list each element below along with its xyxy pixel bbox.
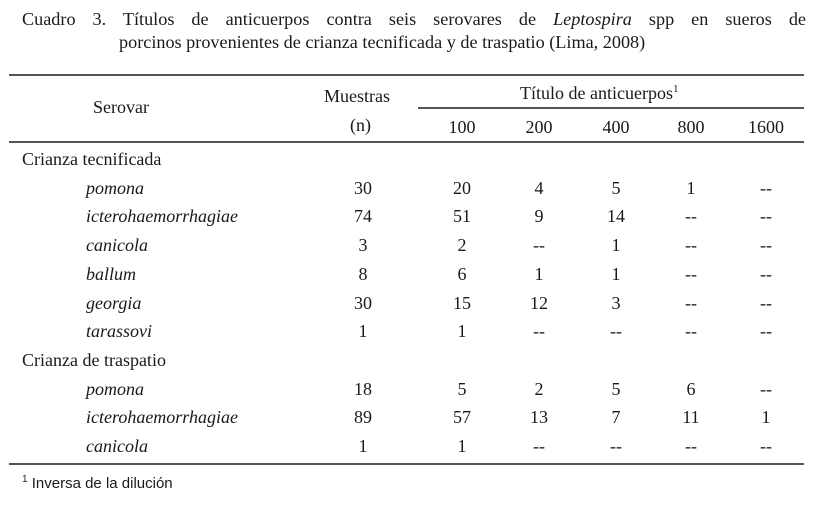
header-title-1: 200 bbox=[525, 117, 553, 137]
header-title-2: 400 bbox=[602, 117, 630, 137]
serovar-name: canicola bbox=[86, 436, 148, 456]
serovar-name: icterohaemorrhagiae bbox=[86, 206, 238, 227]
footnote: $^1$ Inversa de la dilución bbox=[22, 474, 173, 492]
titer-cell: 7 bbox=[611, 407, 621, 428]
serovar-name: tarassovi bbox=[86, 321, 153, 342]
titer-cell: 9 bbox=[534, 206, 544, 227]
titer-cell: -- bbox=[760, 292, 772, 313]
titer-cell: 1 bbox=[686, 177, 696, 198]
titer-cell: 57 bbox=[453, 407, 471, 428]
sample-count: 30 bbox=[354, 292, 372, 313]
titer-cell: 2 bbox=[457, 235, 467, 256]
titer-cell: -- bbox=[533, 321, 545, 342]
titer-cell: 1 bbox=[611, 263, 621, 284]
titer-cell: 1 bbox=[761, 407, 771, 428]
titer-cell: -- bbox=[760, 177, 772, 198]
header-serovar: Serovar bbox=[93, 97, 149, 117]
titer-cell: -- bbox=[610, 321, 622, 342]
caption-line-1: Cuadro 3. Títulos de anticuerpos contra seis serovares de Leptospira spp en sueros de bbox=[22, 9, 807, 29]
titer-cell: -- bbox=[760, 378, 772, 399]
titer-cell: -- bbox=[533, 235, 545, 256]
genus-name: Leptospira bbox=[553, 9, 632, 29]
titer-cell: -- bbox=[760, 436, 772, 456]
titer-cell: 4 bbox=[534, 177, 544, 198]
titer-cell: -- bbox=[685, 436, 697, 456]
titer-cell: 1 bbox=[457, 436, 467, 456]
titer-cell: 14 bbox=[607, 206, 625, 227]
titer-cell: 5 bbox=[457, 378, 467, 399]
header-muestras: Muestras bbox=[324, 86, 390, 106]
serovar-name: pomona bbox=[86, 378, 144, 399]
header-title-3: 800 bbox=[677, 117, 705, 137]
titer-cell: 1 bbox=[534, 263, 544, 284]
serovar-name: icterohaemorrhagiae bbox=[86, 407, 238, 428]
titer-cell: -- bbox=[685, 206, 697, 227]
titer-cell: -- bbox=[760, 321, 772, 342]
titer-cell: 6 bbox=[457, 263, 467, 284]
sample-count: 8 bbox=[358, 263, 368, 284]
header-title-4: 1600 bbox=[748, 117, 784, 137]
titer-cell: -- bbox=[533, 436, 545, 456]
title-subheader-rule bbox=[418, 107, 804, 109]
group-heading: Crianza tecnificada bbox=[22, 149, 162, 169]
titer-cell: 1 bbox=[611, 235, 621, 256]
table-bottom-rule bbox=[9, 463, 804, 465]
serovar-name: georgia bbox=[86, 292, 142, 313]
sample-count: 74 bbox=[354, 206, 372, 227]
titer-cell: 5 bbox=[611, 378, 621, 399]
titer-cell: -- bbox=[760, 263, 772, 284]
titer-cell: 11 bbox=[682, 407, 700, 428]
header-bottom-rule bbox=[9, 141, 804, 143]
titer-cell: -- bbox=[685, 292, 697, 313]
group-heading: Crianza de traspatio bbox=[22, 349, 166, 370]
titer-cell: 3 bbox=[611, 292, 621, 313]
titer-cell: 15 bbox=[453, 292, 471, 313]
sample-count: 89 bbox=[354, 407, 372, 428]
header-n: (n) bbox=[350, 115, 371, 135]
titer-cell: -- bbox=[760, 206, 772, 227]
titer-cell: -- bbox=[610, 436, 622, 456]
caption-line-2: porcinos provenientes de crianza tecnificada y de traspatio (Lima, 2008) bbox=[119, 32, 646, 52]
table-top-rule bbox=[9, 74, 804, 76]
titer-cell: 20 bbox=[453, 177, 471, 198]
titer-cell: -- bbox=[685, 321, 697, 342]
titer-cell: -- bbox=[760, 235, 772, 256]
header-titulo: Título de anticuerpos$^1$ bbox=[520, 83, 679, 103]
sample-count: 1 bbox=[358, 321, 368, 342]
titer-cell: 12 bbox=[530, 292, 548, 313]
titer-cell: 5 bbox=[611, 177, 621, 198]
sample-count: 1 bbox=[358, 436, 368, 456]
titer-cell: 6 bbox=[686, 378, 696, 399]
titer-cell: -- bbox=[685, 235, 697, 256]
serovar-name: ballum bbox=[86, 263, 137, 284]
serovar-name: pomona bbox=[86, 177, 144, 198]
header-title-0: 100 bbox=[448, 117, 476, 137]
titer-cell: 1 bbox=[457, 321, 467, 342]
sample-count: 18 bbox=[354, 378, 372, 399]
serovar-name: canicola bbox=[86, 235, 148, 256]
titer-cell: 13 bbox=[530, 407, 548, 428]
sample-count: 3 bbox=[358, 235, 368, 256]
titer-cell: 2 bbox=[534, 378, 544, 399]
footnote-marker: 1 bbox=[672, 83, 679, 95]
titer-cell: 51 bbox=[453, 206, 471, 227]
sample-count: 30 bbox=[354, 177, 372, 198]
titer-cell: -- bbox=[685, 263, 697, 284]
